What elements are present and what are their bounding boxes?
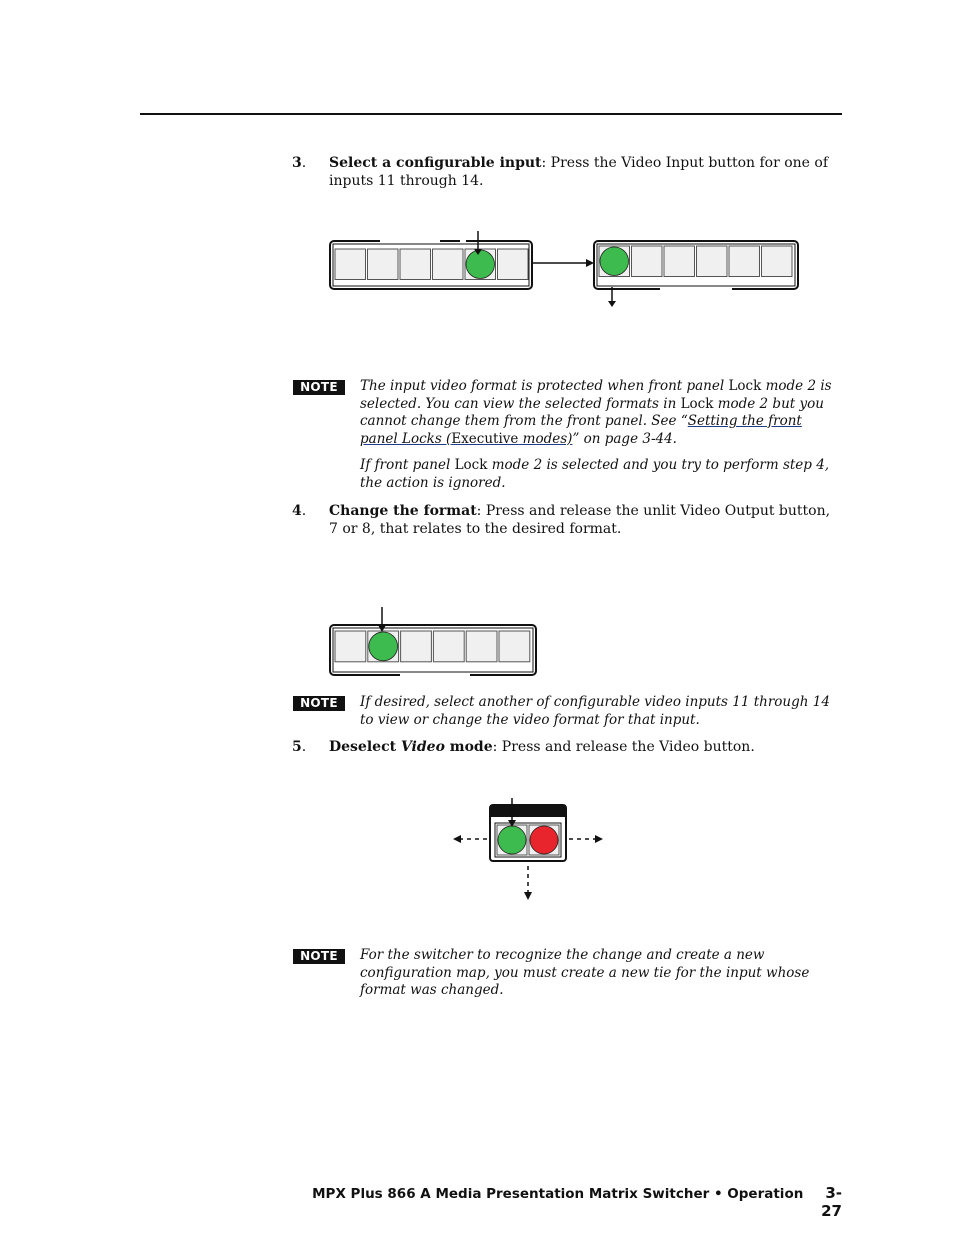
note-badge: NOTE (293, 949, 345, 964)
step-title: Change the format (329, 503, 477, 519)
panel-button (433, 249, 464, 280)
green-button-indicator (498, 826, 526, 854)
page-footer (300, 1184, 842, 1220)
lit-button-indicator (369, 632, 398, 661)
note-badge: NOTE (293, 380, 345, 395)
step-4 (292, 503, 840, 538)
panel-button (498, 249, 529, 280)
panel-button (729, 246, 760, 277)
step-number: 4. (292, 503, 307, 519)
page-reference-link[interactable]: Setting the front panel Locks (Executive modes) (360, 413, 802, 447)
video-button-diagram (445, 790, 615, 905)
panel-button (499, 631, 530, 662)
panel-button (632, 246, 663, 277)
page-number: 3-27 (821, 1184, 842, 1220)
output-buttons-diagram (320, 605, 550, 680)
panel-button (433, 631, 464, 662)
footer-title: MPX Plus 866 A Media Presentation Matrix Switcher • Operation (312, 1186, 804, 1202)
step-text: : Press the Video Input button for one of inputs 11 through 14. (329, 155, 829, 189)
panel-button (368, 249, 399, 280)
step-5 (292, 739, 840, 757)
header-rule (140, 113, 842, 115)
note-text: The input video format is protected when front panel Lock mode 2 is selected. You can view the selected formats in Lock mode 2 but you cannot change them from the front panel. See “Setting the front panel Locks (Executive modes)” on page 3-44. If front panel Lock mode 2 is selected and you try to perform step 4, the action is ignored. (360, 378, 832, 491)
red-button-indicator (530, 826, 558, 854)
input-buttons-diagram (320, 225, 810, 310)
note-badge: NOTE (293, 696, 345, 711)
panel-button (335, 249, 366, 280)
step-3 (292, 155, 840, 190)
step-title: Select a configurable input (329, 155, 542, 171)
panel-button (401, 631, 432, 662)
lit-button-indicator (466, 250, 495, 279)
step-number: 3. (292, 155, 307, 171)
note-text: If desired, select another of configurable video inputs 11 through 14 to view or change the video format for that input. (360, 694, 830, 728)
panel-button (466, 631, 497, 662)
step-title: Deselect Video mode (329, 739, 493, 755)
note-text: For the switcher to recognize the change and create a new configuration map, you must create a new tie for the input whose format was changed. (360, 947, 810, 998)
lit-button-indicator (600, 247, 629, 276)
panel-button (335, 631, 366, 662)
panel-button (697, 246, 728, 277)
panel-button (664, 246, 695, 277)
step-number: 5. (292, 739, 307, 755)
panel-button (400, 249, 431, 280)
step-text: : Press and release the Video button. (492, 739, 755, 755)
step-text: : Press and release the unlit Video Output button, 7 or 8, that relates to the desired format. (329, 503, 831, 537)
panel-button (762, 246, 793, 277)
